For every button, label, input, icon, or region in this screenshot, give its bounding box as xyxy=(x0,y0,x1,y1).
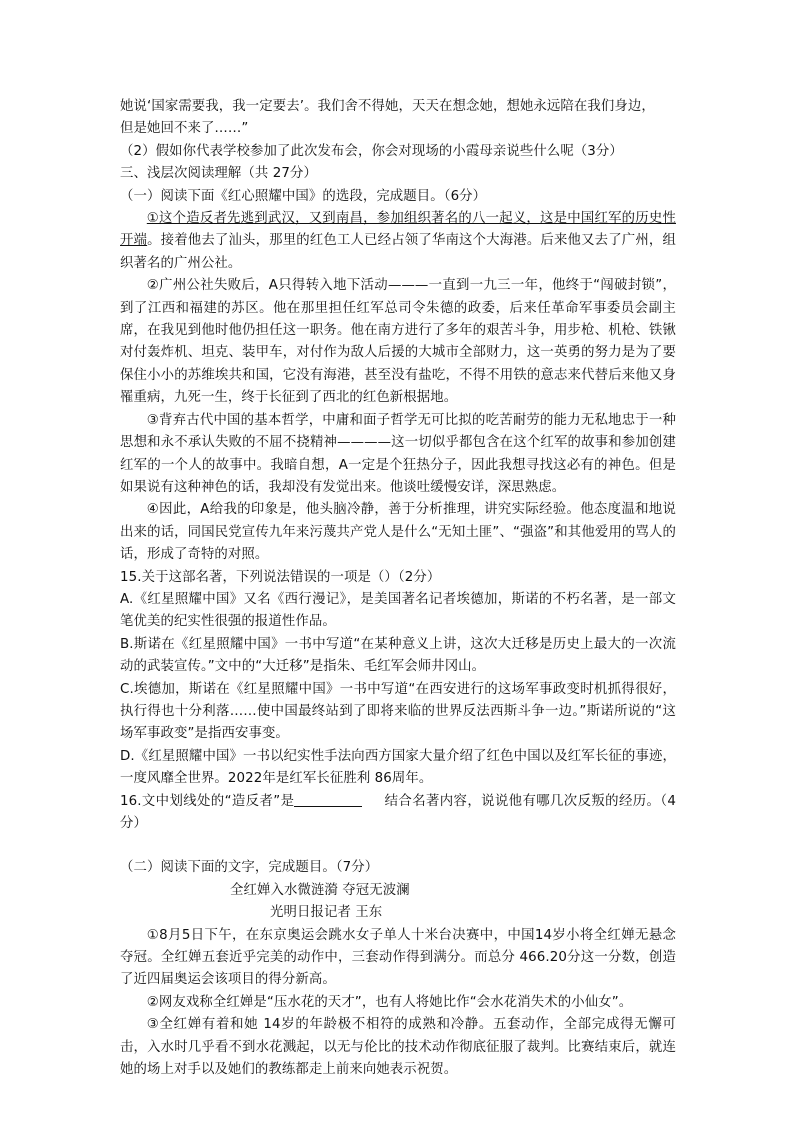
part-2-heading: （二）阅读下面的文字，完成题目。（7分） xyxy=(120,860,379,876)
question-15-option-a: A.《红星照耀中国》又名《西行漫记》，是美国著名记者埃德加，斯诺的不朽名著，是一部文笔优美的纪实性很强的报道性作品。 xyxy=(120,591,676,630)
passage-1-paragraph-2: ②广州公社失败后，A只得转入地下活动———一直到一九三一年，他终于“闯破封锁”，到了江西和福建的苏区。他在那里担任红军总司令朱德的政委，后来任革命军事委员会副主席，在我见到他时他仍担任这一职务。他在南方进行了多年的艰苦斗争，用步枪、机枪、铁锹对付轰炸机、坦克、装甲车，对付作为敌人后援的大城市全部财力，这一英勇的努力是为了要保住小小的苏维埃共和国，它没有海港，甚至没有盐吃，不得不用铁的意志来代替后来他又身罹重病，九死一生，终于长征到了西北的红色新根据地。 xyxy=(120,278,676,406)
question-16 xyxy=(120,791,676,836)
question-15-option-c: C.埃德加，斯诺在《红星照耀中国》一书中写道“在西安进行的这场军事政变时机抓得很好，执行得也十分利落……使中国最终站到了即将来临的世界反法西斯斗争一边。”斯诺所说的“这场军事政变”是指西安事变。 xyxy=(120,681,676,742)
passage-1-paragraph-4: ④因此，A给我的印象是，他头脑冷静，善于分析推理，讲究实际经验。他态度温和地说出来的话，同国民党宣传九年来污蔑共产党人是什么“无知土匪”、“强盗”和其他爱用的骂人的话，形成了奇特的对照。 xyxy=(120,502,676,563)
question-15: 15.关于这部名著，下列说法错误的一项是（）（2分） xyxy=(120,569,441,585)
question-2: （2）假如你代表学校参加了此次发布会，你会对现场的小霞母亲说些什么呢（3分） xyxy=(120,143,623,159)
underlined-rebel-sentence: ①这个造反者先逃到武汉，又到南昌，参加组织著名的八一起义，这是中国红军的历史性开端 xyxy=(120,211,676,249)
question-16-prompt: 16.文中划线处的“造反者”是 xyxy=(120,793,295,809)
passage-1-paragraph-1 xyxy=(120,208,676,275)
question-15-option-b: B.斯诺在《红星照耀中国》一书中写道“在某种意义上讲，这次大迁移是历史上最大的一次流动的武装宣传。”文中的“大迁移”是指朱、毛红军会师井冈山。 xyxy=(120,636,676,675)
section-3-heading: 三、浅层次阅读理解（共 27分） xyxy=(120,166,317,182)
article-paragraph-1: ①8月5日下午，在东京奥运会跳水女子单人十米台决赛中，中国14岁小将全红婵无悬念夺冠。全红婵五套近乎完美的动作中，三套动作得到满分。而总分 466.20分这一分数，创造了近四届奥运会该项目的得分新高。 xyxy=(120,927,676,988)
paragraph-1-rest: 。接着他去了汕头，那里的红色工人已经占领了华南这个大海港。后来他又去了广州，组织著名的广州公社。 xyxy=(120,233,676,271)
passage-1-paragraph-3: ③背弃古代中国的基本哲学，中庸和面子哲学无可比拟的吃苦耐劳的能力无私地忠于一种思想和永不承认失败的不屈不挠精神————这一切似乎都包含在这个红军的故事和参加创建红军的一个人的故事中。我暗自想，A一定是个狂热分子，因此我想寻找这必有的神色。但是如果说有这种神色的话，我却没有发觉出来。他谈吐缓慢安详，深思熟虑。 xyxy=(120,412,676,495)
article-byline: 光明日报记者 王东 xyxy=(270,905,383,921)
question-16-task: 结合名著内容，说说他有哪几次反叛的经历。（4分） xyxy=(120,793,676,831)
article-title: 全红婵入水微涟漪 夺冠无波澜 xyxy=(230,882,410,898)
article-paragraph-3: ③全红婵有着和她 14岁的年龄极不相符的成熟和冷静。五套动作，全部完成得无懈可击，入水时几乎看不到水花溅起，以无与伦比的技术动作彻底征服了裁判。比赛结束后，就连她的场上对手以及她们的教练都走上前来向她表示祝贺。 xyxy=(120,1017,676,1078)
document-body xyxy=(120,96,676,1081)
spacer xyxy=(120,835,676,857)
article-paragraph-2: ②网友戏称全红婵是“压水花的天才”，也有人将她比作“会水花消失术的小仙女”。 xyxy=(146,994,633,1010)
answer-blank xyxy=(294,792,362,807)
question-15-option-d: D.《红星照耀中国》一书以纪实性手法向西方国家大量介绍了红色中国以及红军长征的事迹，一度风靡全世界。2022年是红军长征胜利 86周年。 xyxy=(120,748,676,787)
continuation-line-1: 她说‘国家需要我，我一定要去’。我们舍不得她，天天在想念她，想她永远陪在我们身边， xyxy=(120,99,655,114)
part-1-heading: （一）阅读下面《红心照耀中国》的选段，完成题目。（6分） xyxy=(120,188,487,204)
continuation-line-2: 但是她回不来了……” xyxy=(120,121,249,137)
